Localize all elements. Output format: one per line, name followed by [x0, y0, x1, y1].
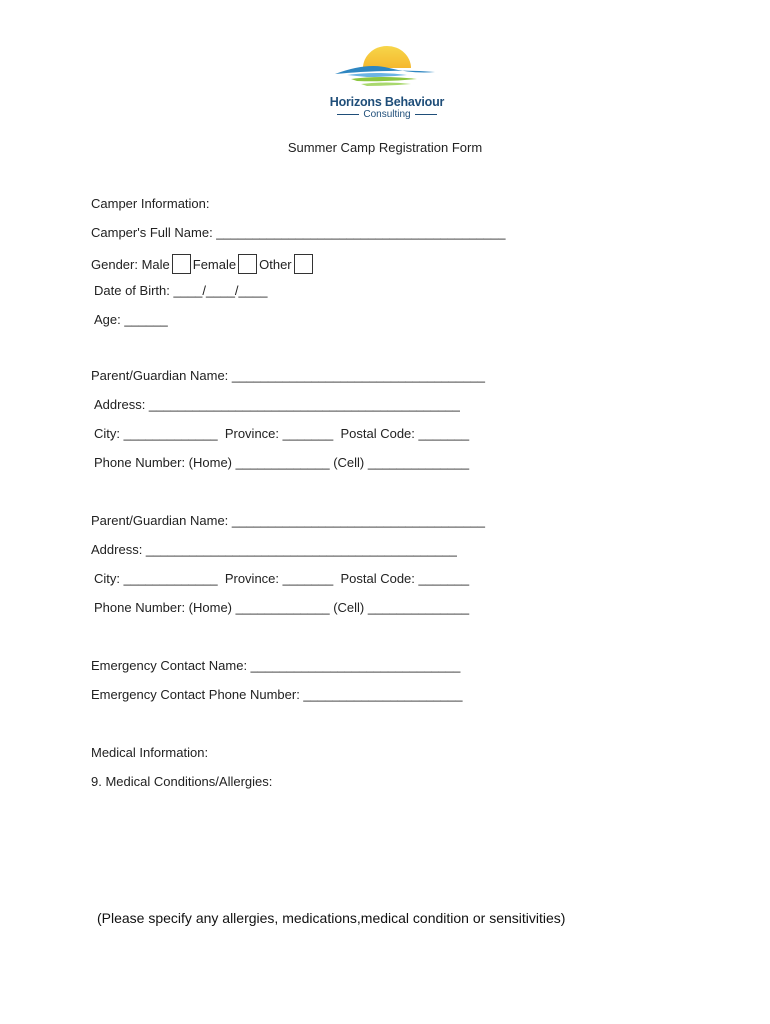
gender-row	[91, 254, 315, 274]
guardian2-phone-field[interactable]: Phone Number: (Home) _____________ (Cell) ______________	[94, 600, 470, 615]
guardian1-address-field[interactable]: Address: ___________________________________________	[94, 397, 460, 412]
logo-rule-right	[415, 114, 437, 115]
guardian2-city-province-postal-field[interactable]: City: _____________ Province: _______ Postal Code: _______	[94, 571, 470, 586]
gender-male-label: Gender: Male	[91, 257, 170, 272]
medical-note: (Please specify any allergies, medications,medical condition or sensitivities)	[97, 910, 566, 926]
date-of-birth-field[interactable]: Date of Birth: ____/____/____	[94, 283, 268, 298]
sun-horizon-icon	[327, 44, 447, 94]
gender-female-checkbox[interactable]	[238, 254, 257, 274]
emergency-contact-phone-field[interactable]: Emergency Contact Phone Number: ______________________	[91, 687, 463, 702]
logo-company-name: Horizons Behaviour	[329, 95, 445, 109]
logo-subtitle	[327, 109, 447, 120]
guardian2-address-field[interactable]: Address: ___________________________________________	[91, 542, 457, 557]
gender-female-label: Female	[192, 257, 237, 272]
camper-info-heading: Camper Information:	[91, 196, 210, 211]
logo-rule-left	[337, 114, 359, 115]
form-title: Summer Camp Registration Form	[287, 140, 483, 155]
age-field[interactable]: Age: ______	[94, 312, 168, 327]
gender-other-label: Other	[259, 257, 292, 272]
medical-conditions-label: 9. Medical Conditions/Allergies:	[91, 774, 273, 789]
camper-full-name-field[interactable]: Camper's Full Name: ________________________________________	[91, 225, 506, 240]
logo-subtitle-text: Consulting	[363, 109, 411, 120]
guardian2-name-field[interactable]: Parent/Guardian Name: ___________________________________	[91, 513, 485, 528]
guardian1-phone-field[interactable]: Phone Number: (Home) _____________ (Cell) ______________	[94, 455, 470, 470]
gender-other-checkbox[interactable]	[294, 254, 313, 274]
company-logo	[327, 44, 447, 124]
gender-male-checkbox[interactable]	[172, 254, 191, 274]
medical-info-heading: Medical Information:	[91, 745, 209, 760]
guardian1-city-province-postal-field[interactable]: City: _____________ Province: _______ Postal Code: _______	[94, 426, 470, 441]
guardian1-name-field[interactable]: Parent/Guardian Name: ___________________________________	[91, 368, 485, 383]
emergency-contact-name-field[interactable]: Emergency Contact Name: _____________________________	[91, 658, 461, 673]
